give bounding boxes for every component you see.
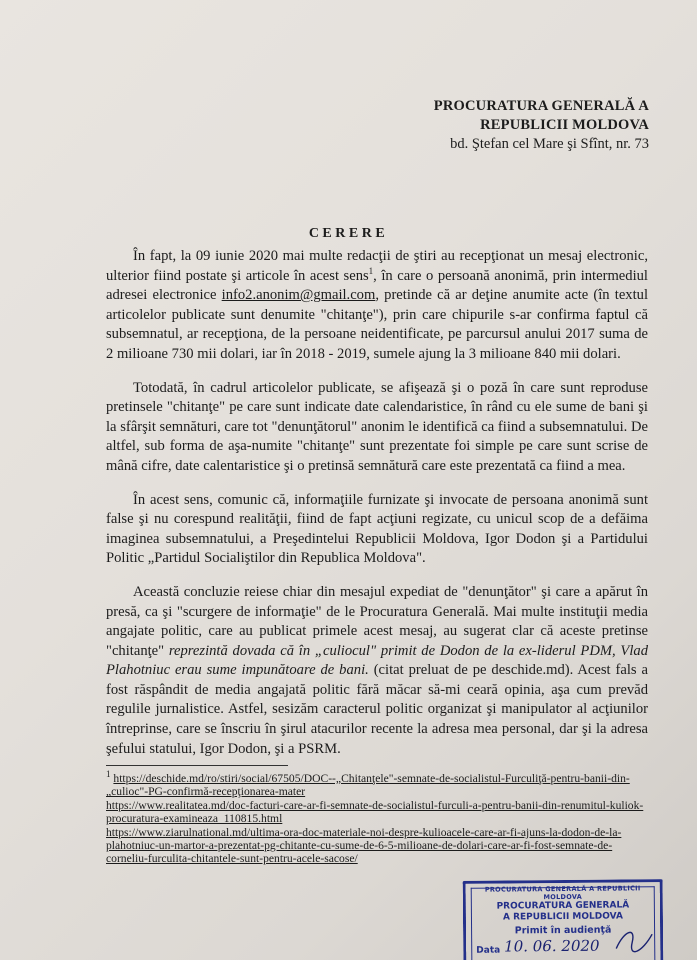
stamp-line1: PROCURATURA GENERALĂ [496,900,630,912]
paragraph-4 [106,583,648,759]
document-body [106,247,648,773]
stamp-date-handwritten: 10. 06. 2020 [504,936,600,956]
footnote-link-realitatea[interactable]: https://www.realitatea.md/doc-facturi-care-ar-fi-semnate-de-socialistul-furculi-a-pentru-banii-din-renumitul-kuliok-procuratura-examineaza_110815.html [106,798,644,826]
paragraph-2: Totodată, în cadrul articolelor publicate, se afişează şi o poză în care sunt reproduse pretinsele "chitanţe" pe care sunt indicate date calendaristice, în rând cu ele sume de bani şi la sfârşit semnături, care tot "denunţătorul" anonim le identifică ca fiind a subsemnatului. De altfel, sub forma de aşa-numite "chitanţe" sunt prezentate foi simple pe care sunt scrise de mână cifre, date calentaristice şi o pretinsă semnătură care este prezentată ca fiind a mea. [106,379,648,474]
stamp-line3: Primit în audienţă [514,924,612,937]
footnote-divider [106,765,288,766]
reception-stamp [463,879,664,960]
footnotes [106,769,651,866]
paragraph-4-part-a: Această concluzie reiese chiar din mesajul expediat de "denunţător" şi care a apărut în presă, ca şi "scurgere de informaţie" de le Procuratura Generală. Mai multe instituţii media angajate politic, care au publicat primele acest mesaj, au sugerat clar că aceste pretinse "chitanţe" [106,583,648,659]
anonymous-email-link[interactable]: info2.anonim@gmail.com [221,287,376,304]
document-title: CERERE [308,226,389,241]
paragraph-1-part-b: , în care o persoană anonimă, prin intermediul adresei electronice [106,267,648,304]
footnote-1 [106,769,651,799]
footnote-ref: 1 [368,265,374,276]
paragraph-4-part-b: (citat preluat de pe deschide.md). Acest fals a fost răspândit de media angajată politic fără măcar să-mi ceară opinia, aşa cum prevăd regulile jurnalistice. Astfel, sesizăm caracterul politic organizat şi manipulator al acţiunilor întreprinse, care se înscriu în şirul atacurilor recente la adresa mea personal, dar şi la adresa şefului statului, Igor Dodon, şi a PSRM. [106,662,648,757]
footnote-marker: 1 [106,769,111,780]
footnote-link-ziarulnational[interactable]: https://www.ziarulnational.md/ultima-ora-doc-materiale-noi-despre-kulioacele-care-ar-fi-ajuns-la-dodon-de-la-plahotniuc-un-martor-a-prezentat-pg-chitante-cu-sume-de-6-5-milioane-de-dolari-care-ar-fi-fost-semnate-de-corneliu-furculita-chitantele-sunt-pentru-acele-sacose/ [106,825,622,866]
stamp-date-label: Data [476,945,501,956]
paragraph-3: În acest sens, comunic că, informaţiile furnizate şi invocate de persoana anonimă sunt false şi nu corespund realităţii, fiind de fapt acţiuni regizate, cu unicul scop de a defăima imaginea subsemnatului, a Preşedintelui Republicii Moldova, Igor Dodon şi a Partidului Politic „Partidul Socialiştilor din Republica Moldova". [106,491,648,567]
stamp-top-line: PROCURATURA GENERALĂ A REPUBLICII MOLDOVA [484,884,641,902]
paragraph-1 [106,247,648,365]
paragraph-1-part-a: În fapt, la 09 iunie 2020 mai multe redacţii de ştiri au recepţionat un mesaj electronic, ulterior fiind postate şi articole în acest sens [106,248,648,284]
paragraph-1-part-c: , pretinde că ar deţine anumite acte (în textul articolelor publicate sunt denumite "chitanţe"), prin care chipurile s-ar confirma faptul că subsemnatul, ar recepţiona, de la persoane neidentificate, pe parcursul anului 2017 suma de 2 milioane 730 mii dolari, iar în 2018 - 2019, sumele ajung la 3 milioane 840 mii dolari. [106,287,648,362]
stamp-signature-scribble [466,882,661,960]
addressee-org-line1: PROCURATURA GENERALĂ A [433,98,649,114]
paragraph-4-quote: reprezintă dovada că în „culiocul" primit de Dodon de la ex-liderul PDM, Vlad Plahotniuc erau sume impunătoare de bani. [106,642,648,679]
addressee-org-line2: REPUBLICII MOLDOVA [480,117,649,133]
addressee-block [434,97,649,154]
stamp-line2: A REPUBLICII MOLDOVA [502,911,624,923]
footnote-link-deschide[interactable]: https://deschide.md/ro/stiri/social/67505/DOC--„Chitanţele"-semnate-de-socialistul-Furculiţă-pentru-banii-din-„culioc"-PG-confirmă-recepţionarea-mater [106,772,630,799]
addressee-address: bd. Ştefan cel Mare şi Sfînt, nr. 73 [450,136,649,152]
